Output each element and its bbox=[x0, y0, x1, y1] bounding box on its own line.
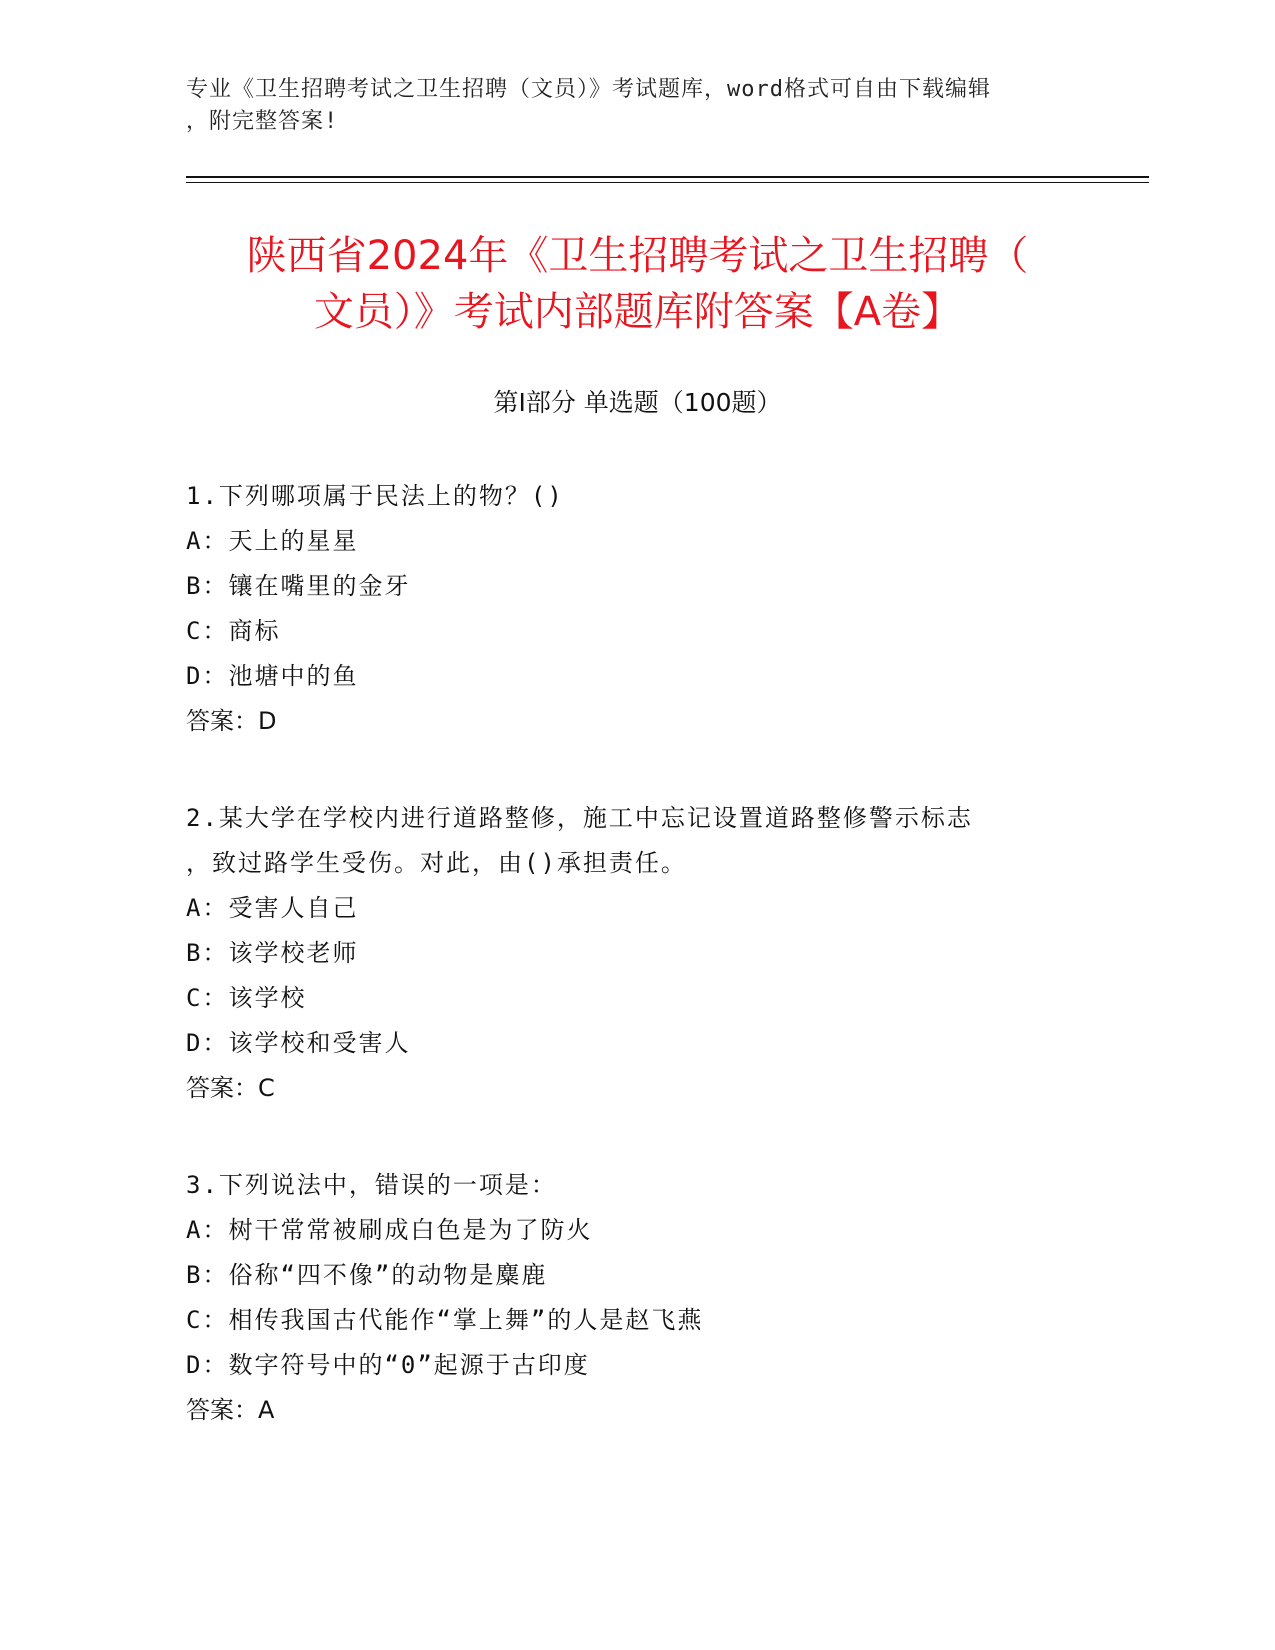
option-d: D：数字符号中的“0”起源于古印度 bbox=[186, 1351, 590, 1379]
question-stem: ，致过路学生受伤。对此，由()承担责任。 bbox=[186, 849, 687, 877]
header-divider-thin bbox=[186, 182, 1149, 183]
option-c: C：商标 bbox=[186, 617, 281, 645]
section-title: 第Ⅰ部分 单选题（100题） bbox=[493, 388, 782, 417]
question-stem: 2.某大学在学校内进行道路整修，施工中忘记设置道路整修警示标志 bbox=[186, 804, 973, 832]
question-stem: 1.下列哪项属于民法上的物？() bbox=[186, 482, 564, 510]
question-1 bbox=[186, 474, 1066, 744]
answer-label: 答案：C bbox=[186, 1074, 275, 1102]
option-a: A：受害人自己 bbox=[186, 894, 359, 922]
option-c: C：相传我国古代能作“掌上舞”的人是赵飞燕 bbox=[186, 1306, 704, 1334]
option-d: D：该学校和受害人 bbox=[186, 1029, 411, 1057]
question-2 bbox=[186, 796, 1066, 1111]
option-d: D：池塘中的鱼 bbox=[186, 662, 359, 690]
header-note bbox=[186, 74, 1066, 138]
option-b: B：俗称“四不像”的动物是麋鹿 bbox=[186, 1261, 548, 1289]
document-title bbox=[150, 228, 1125, 340]
answer-label: 答案：A bbox=[186, 1396, 275, 1424]
header-note-line: ，附完整答案! bbox=[186, 109, 339, 134]
option-b: B：镶在嘴里的金牙 bbox=[186, 572, 411, 600]
answer-label: 答案：D bbox=[186, 707, 277, 735]
document-title-line: 文员）》考试内部题库附答案【A卷】 bbox=[313, 289, 962, 335]
header-note-line: 专业《卫生招聘考试之卫生招聘（文员）》考试题库，word格式可自由下载编辑 bbox=[186, 77, 991, 102]
question-3 bbox=[186, 1163, 1066, 1433]
document-title-line: 陕西省2024年《卫生招聘考试之卫生招聘（ bbox=[246, 233, 1029, 279]
option-c: C：该学校 bbox=[186, 984, 307, 1012]
question-list bbox=[186, 474, 1066, 1485]
header-divider-thick bbox=[186, 176, 1149, 178]
option-a: A：天上的星星 bbox=[186, 527, 359, 555]
question-stem: 3.下列说法中，错误的一项是： bbox=[186, 1171, 557, 1199]
option-a: A：树干常常被刷成白色是为了防火 bbox=[186, 1216, 593, 1244]
option-b: B：该学校老师 bbox=[186, 939, 359, 967]
